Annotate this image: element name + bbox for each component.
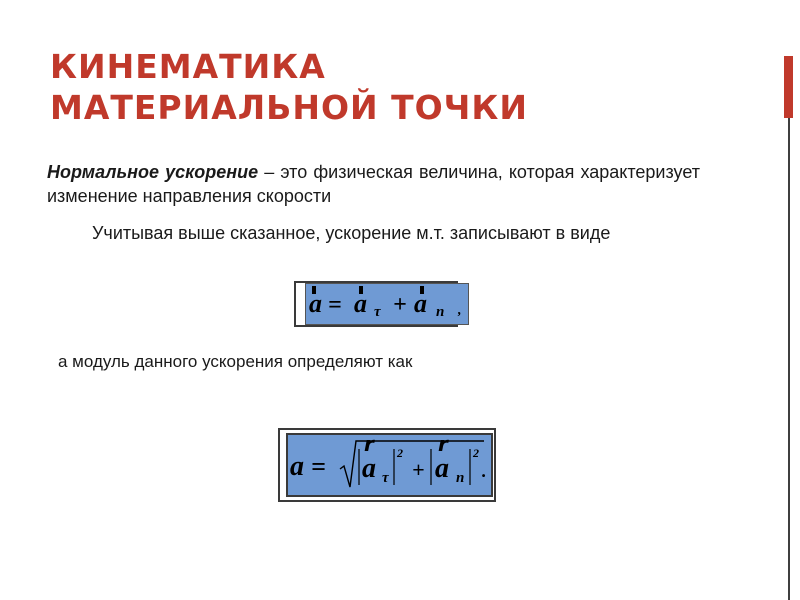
modulus-intro-text: а модуль данного ускорения определяют как <box>58 352 413 371</box>
symbol-a: a <box>309 289 322 318</box>
title-line-1: КИНЕМАТИКА <box>50 47 326 86</box>
formula-1-comma: , <box>458 303 462 318</box>
exponent-2: 2 <box>473 446 479 460</box>
subscript-n-2: n <box>456 470 465 486</box>
subscript-tau: τ <box>374 304 381 320</box>
acceleration-vector-formula <box>305 283 469 325</box>
side-rule <box>788 118 790 600</box>
title-line-2: МАТЕРИАЛЬНОЙ ТОЧКИ <box>50 88 528 127</box>
exponent-1: 2 <box>397 446 403 460</box>
definition-paragraph <box>47 160 700 208</box>
slide-title <box>50 46 750 128</box>
subscript-tau-2: τ <box>382 470 389 486</box>
symbol-a-n-2: a <box>435 453 449 484</box>
definition-text: – это физическая величина, которая характеризует изменение направления скорости <box>47 162 700 206</box>
plus-sign: + <box>393 292 407 318</box>
symbol-a-n: a <box>414 289 427 318</box>
formula-2-svg <box>288 435 491 495</box>
definition-term: Нормальное ускорение <box>47 162 259 182</box>
symbol-a-tau-2: a <box>362 453 376 484</box>
formula-1-svg <box>306 284 468 324</box>
vector-mark-r-1: r <box>364 435 374 456</box>
acceleration-modulus-formula <box>286 433 493 497</box>
symbol-a-modulus: a <box>290 451 304 482</box>
equals-sign-2: = <box>311 452 326 481</box>
formula-intro-paragraph: Учитывая выше сказанное, ускорение м.т. записывают в виде <box>92 223 611 243</box>
plus-sign-2: + <box>412 457 425 482</box>
equals-sign: = <box>328 292 342 318</box>
vector-mark-r-2: r <box>438 435 448 456</box>
formula-2-period: . <box>482 461 487 481</box>
accent-bar <box>784 56 793 118</box>
subscript-n: n <box>436 304 445 320</box>
symbol-a-tau: a <box>354 289 367 318</box>
